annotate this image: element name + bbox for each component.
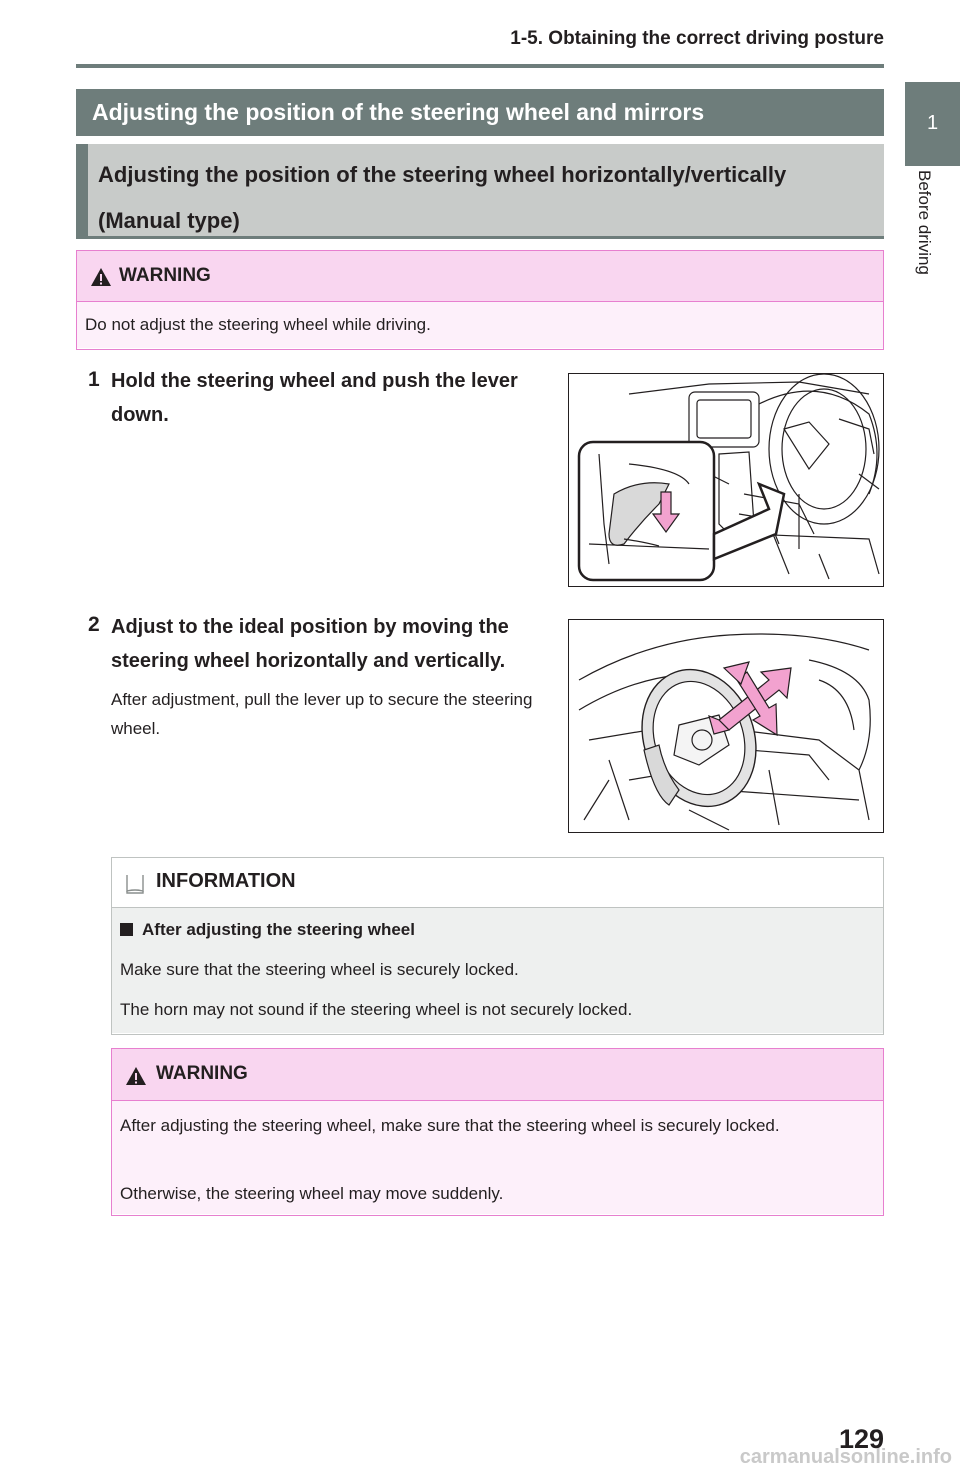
warning-triangle-icon <box>90 267 112 287</box>
warning-triangle-icon <box>125 1066 147 1086</box>
chapter-tab-label: Before driving <box>915 170 934 275</box>
figure-steering-lever-illustration <box>569 374 884 587</box>
figure-steering-adjust <box>568 619 884 833</box>
warning-text-2a: After adjusting the steering wheel, make sure that the steering wheel is securely locked. <box>120 1116 780 1135</box>
warning-label-1: WARNING <box>119 265 211 286</box>
information-body <box>112 908 883 1033</box>
information-book-icon <box>125 873 145 895</box>
subsection-title: Adjusting the position of the steering wheel horizontally/vertically (Manual type) <box>98 162 787 233</box>
information-heading <box>120 920 415 940</box>
chapter-tab-label-wrap <box>906 170 946 310</box>
chapter-tab-number: 1 <box>926 112 939 134</box>
information-line-1: Make sure that the steering wheel is securely locked. <box>120 960 519 979</box>
figure-steering-lever <box>568 373 884 587</box>
warning-text-2b: Otherwise, the steering wheel may move suddenly. <box>120 1184 504 1203</box>
information-heading-text: After adjusting the steering wheel <box>142 920 415 939</box>
warning-body-2 <box>112 1101 883 1214</box>
warning-box-1 <box>76 250 884 350</box>
header-rule <box>76 64 884 68</box>
section-title: Adjusting the position of the steering wheel and mirrors <box>92 99 705 125</box>
information-line-2: The horn may not sound if the steering wheel is not securely locked. <box>120 1000 633 1019</box>
information-box <box>111 857 884 1035</box>
warning-header-2 <box>112 1049 883 1101</box>
warning-box-2 <box>111 1048 884 1216</box>
information-label: INFORMATION <box>156 870 296 892</box>
step-number-2: 2 <box>88 613 100 636</box>
warning-label-2: WARNING <box>156 1063 248 1084</box>
figure-steering-adjust-illustration <box>569 620 884 833</box>
warning-body-1 <box>77 302 883 348</box>
warning-text-1: Do not adjust the steering wheel while driving. <box>85 315 431 334</box>
step-subtext-2: After adjustment, pull the lever up to secure the steering wheel. <box>111 690 533 738</box>
step-text-2: Adjust to the ideal position by moving the steering wheel horizontally and vertically. <box>111 616 509 672</box>
warning-header-1 <box>77 251 883 302</box>
page-number: 129 <box>838 1424 884 1454</box>
square-bullet-icon <box>120 923 133 936</box>
information-header <box>112 858 883 908</box>
watermark: carmanualsonline.info <box>739 1446 952 1468</box>
step-number-1: 1 <box>88 368 100 391</box>
step-text-1: Hold the steering wheel and push the lever down. <box>111 370 518 426</box>
header-section-title: 1-5. Obtaining the correct driving posture <box>510 28 884 49</box>
